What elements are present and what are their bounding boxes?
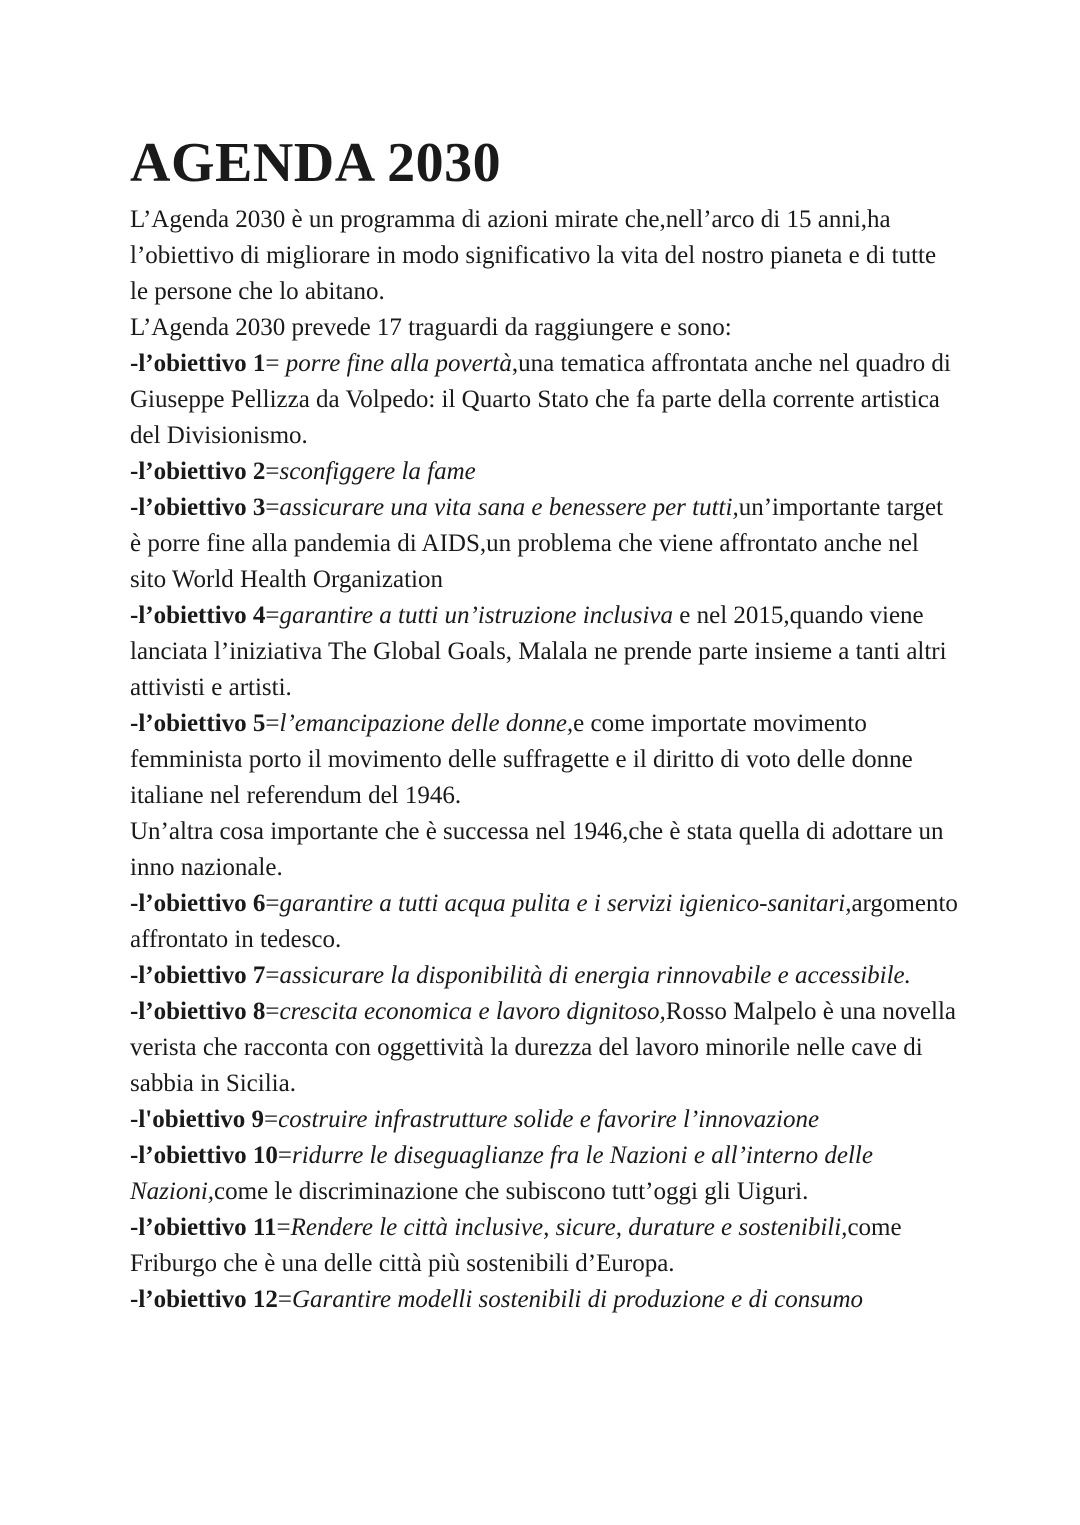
objective-item <box>130 706 960 814</box>
objective-equals: = <box>265 962 280 989</box>
objective-equals: = <box>276 1214 291 1241</box>
objective-label: -l’obiettivo 10 <box>130 1142 278 1169</box>
objective-item <box>130 1138 960 1210</box>
objective-title: assicurare la disponibilità di energia rinnovabile e accessibile. <box>279 962 911 989</box>
objective-item <box>130 1282 960 1318</box>
objective-equals: = <box>277 1142 292 1169</box>
middle-paragraph: Un’altra cosa importante che è successa nel 1946,che è stata quella di adottare un inno nazionale. <box>130 818 944 881</box>
objective-title: sconfiggere la fame <box>279 458 476 485</box>
objective-item <box>130 1102 960 1138</box>
objective-item <box>130 598 960 706</box>
objective-description: e nel 2015,quando viene lanciata l’iniziativa The Global Goals, Malala ne prende parte insieme a tanti altri attivisti e artisti. <box>130 602 947 701</box>
objective-title: Rendere le città inclusive, sicure, durature e sostenibili, <box>290 1214 848 1241</box>
objective-label: -l’obiettivo 4 <box>130 602 266 629</box>
objective-item <box>130 886 960 958</box>
objective-item <box>130 490 960 598</box>
objective-item <box>130 1210 960 1282</box>
objective-title: garantire a tutti un’istruzione inclusiva <box>279 602 674 629</box>
objective-description: un’importante target è porre fine alla pandemia di AIDS,un problema che viene affrontato anche nel sito World Health Organization <box>130 494 944 593</box>
objective-title: Garantire modelli sostenibili di produzione e di consumo <box>292 1286 864 1313</box>
objective-title: crescita economica e lavoro dignitoso, <box>279 998 666 1025</box>
objective-equals: = <box>265 602 280 629</box>
objective-item <box>130 958 960 994</box>
objective-label: -l’obiettivo 7 <box>130 962 266 989</box>
document-title: AGENDA 2030 <box>130 132 502 194</box>
objective-item <box>130 346 960 454</box>
objective-title: ridurre le diseguaglianze fra le Nazioni e all’interno delle Nazioni, <box>130 1142 873 1205</box>
objective-item <box>130 994 960 1102</box>
intro-paragraph: L’Agenda 2030 prevede 17 traguardi da raggiungere e sono: <box>130 314 732 341</box>
objective-equals: = <box>265 494 280 521</box>
objective-label: -l'obiettivo 9 <box>130 1106 265 1133</box>
objective-equals: = <box>265 458 280 485</box>
objective-description: argomento affrontato in tedesco. <box>130 890 958 953</box>
objective-equals: = <box>264 1106 279 1133</box>
objective-equals: = <box>265 350 286 377</box>
objective-label: -l’obiettivo 2 <box>130 458 266 485</box>
objective-title: costruire infrastrutture solide e favorire l’innovazione <box>278 1106 820 1133</box>
objective-equals: = <box>265 998 280 1025</box>
objective-item <box>130 454 960 490</box>
objective-label: -l’obiettivo 12 <box>130 1286 278 1313</box>
objective-title: l’emancipazione delle donne, <box>279 710 574 737</box>
objective-description: e come importate movimento femminista porto il movimento delle suffragette e il diritto di voto delle donne italiane nel referendum del 1946. <box>130 710 913 809</box>
document-page <box>130 132 960 1318</box>
objective-description: Rosso Malpelo è una novella verista che racconta con oggettività la durezza del lavoro minorile nelle cave di sabbia in Sicilia. <box>130 998 956 1097</box>
objective-label: -l’obiettivo 6 <box>130 890 266 917</box>
objective-equals: = <box>265 710 280 737</box>
objective-description: come Friburgo che è una delle città più sostenibili d’Europa. <box>130 1214 902 1277</box>
objective-label: -l’obiettivo 11 <box>130 1214 277 1241</box>
objective-label: -l’obiettivo 8 <box>130 998 266 1025</box>
objective-title: garantire a tutti acqua pulita e i servizi igienico-sanitari, <box>279 890 852 917</box>
objective-title: porre fine alla povertà <box>285 350 512 377</box>
objective-equals: = <box>277 1286 292 1313</box>
intro-paragraph: L’Agenda 2030 è un programma di azioni mirate che,nell’arco di 15 anni,ha l’obiettivo di migliorare in modo significativo la vita del nostro pianeta e di tutte le persone che lo abitano. <box>130 206 937 305</box>
objective-label: -l’obiettivo 3 <box>130 494 266 521</box>
objective-label: -l’obiettivo 1 <box>130 350 266 377</box>
objective-description: ,una tematica affrontata anche nel quadro di Giuseppe Pellizza da Volpedo: il Quarto Stato che fa parte della corrente artistica del Divisionismo. <box>130 350 951 449</box>
objective-description: come le discriminazione che subiscono tutt’oggi gli Uiguri. <box>214 1178 809 1205</box>
objective-equals: = <box>265 890 280 917</box>
objective-label: -l’obiettivo 5 <box>130 710 266 737</box>
objective-title: assicurare una vita sana e benessere per tutti, <box>279 494 739 521</box>
